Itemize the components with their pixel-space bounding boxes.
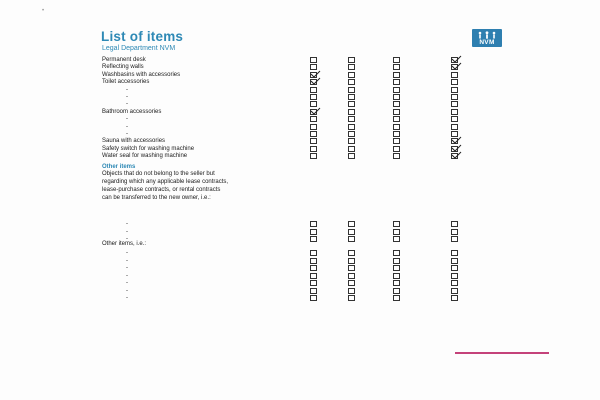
checkbox[interactable] [348,265,355,271]
checklist-row [0,295,600,303]
checkbox[interactable] [451,280,458,286]
checkbox[interactable] [310,236,317,242]
checklist-row [0,273,600,281]
row-label: Permanent desk [102,57,146,63]
row-label: - [126,280,128,286]
checkbox[interactable] [348,280,355,286]
checkbox[interactable] [451,94,458,100]
checkbox[interactable] [348,109,355,115]
checkbox[interactable] [310,87,317,93]
row-label: - [126,295,128,301]
checklist-row [0,87,600,95]
checklist-row [0,116,600,124]
scan-mark: • [42,8,45,14]
checklist-row [0,109,600,117]
checkbox[interactable] [348,57,355,63]
checkbox[interactable] [348,273,355,279]
row-label: - [126,228,128,235]
row-label: - [126,221,128,227]
checklist-row [0,236,600,244]
checklist-row [0,124,600,132]
checkbox[interactable] [348,229,355,235]
other-items-paragraph-line: lease-purchase contracts, or rental contracts [102,187,221,193]
checkbox[interactable] [451,265,458,271]
row-label: Safety switch for washing machine [102,145,195,152]
checkbox[interactable] [451,72,458,78]
checklist-row [0,288,600,296]
checkbox[interactable] [310,153,317,159]
checkbox[interactable] [393,101,400,107]
checkbox[interactable] [310,131,317,137]
checklist-row [0,229,600,237]
other-items-heading: Other items [102,164,136,170]
checkbox[interactable] [451,101,458,107]
other-items-paragraph-line: can be transferred to the new owner, i.e.: [102,195,211,201]
document-subtitle: Legal Department NVM [102,45,176,52]
checkbox[interactable] [348,94,355,100]
checklist-row [0,250,600,258]
checkbox[interactable] [393,138,400,144]
checklist-row [0,146,600,154]
checkbox[interactable] [348,79,355,85]
pink-marker-line [455,352,549,354]
checkbox[interactable] [451,79,458,85]
checkbox[interactable] [310,288,317,294]
checkbox[interactable] [393,116,400,122]
checkbox[interactable] [310,221,317,227]
checkbox[interactable] [393,94,400,100]
checkbox[interactable] [348,221,355,227]
checkbox[interactable] [310,273,317,279]
checkbox[interactable] [348,131,355,137]
checkbox[interactable] [310,229,317,235]
checkbox[interactable] [393,288,400,294]
people-icon [476,31,498,39]
row-label: - [126,123,128,130]
checkbox[interactable] [348,101,355,107]
checkbox[interactable] [393,87,400,93]
check-mark-icon [451,62,462,70]
checkbox[interactable] [451,273,458,279]
checkbox[interactable] [451,116,458,122]
checklist-row [0,221,600,229]
logo-text: NVM [479,39,495,46]
checkbox[interactable] [310,138,317,144]
checkbox[interactable] [393,265,400,271]
row-label: - [126,265,128,271]
checkbox[interactable] [310,295,317,301]
checklist-row [0,280,600,288]
checkbox[interactable] [348,295,355,301]
check-mark-icon [451,151,462,159]
row-label: - [126,131,128,137]
checkbox[interactable] [348,288,355,294]
checkbox[interactable] [393,250,400,256]
checkbox[interactable] [393,153,400,159]
check-mark-icon [310,107,321,115]
checkbox[interactable] [393,236,400,242]
checkbox[interactable] [393,280,400,286]
checkbox[interactable] [348,236,355,242]
row-label: Sauna with accessories [102,138,166,145]
checkbox[interactable] [348,153,355,159]
row-label: Water seal for washing machine [102,153,188,160]
checkbox-checked[interactable] [310,79,317,85]
other-items-paragraph-line: regarding which any applicable lease contracts, [102,179,229,185]
checklist-row [0,79,600,87]
row-label: - [126,101,128,108]
checkbox[interactable] [393,79,400,85]
row-label: Reflecting walls [102,64,144,71]
checkbox[interactable] [393,146,400,152]
checkbox[interactable] [348,64,355,70]
checkbox[interactable] [348,258,355,264]
checkbox[interactable] [393,273,400,279]
document-title: List of items [101,29,184,44]
checklist-row [0,258,600,266]
check-mark-icon [310,77,321,85]
checkbox[interactable] [348,146,355,152]
nvm-logo [472,29,502,47]
checkbox[interactable] [451,109,458,115]
checkbox[interactable] [451,288,458,294]
row-label: Bathroom accessories [102,108,162,115]
row-label: - [126,272,128,279]
checkbox[interactable] [393,229,400,235]
checkbox[interactable] [310,250,317,256]
checkbox[interactable] [451,295,458,301]
checklist-row [0,138,600,146]
checkbox[interactable] [310,57,317,63]
checkbox[interactable] [348,124,355,130]
checkbox[interactable] [310,94,317,100]
checkbox[interactable] [310,280,317,286]
checkbox[interactable] [310,124,317,130]
row-label: - [126,250,128,256]
checkbox[interactable] [310,258,317,264]
checkbox[interactable] [393,124,400,130]
checklist-row [0,153,600,161]
checkbox[interactable] [348,72,355,78]
checkbox-checked[interactable] [451,153,458,159]
row-label: - [126,236,128,242]
checkbox-checked[interactable] [451,64,458,70]
checkbox-checked[interactable] [310,109,317,115]
checklist-row [0,265,600,273]
checkbox[interactable] [451,229,458,235]
checkbox[interactable] [310,146,317,152]
checkbox[interactable] [451,87,458,93]
checkbox[interactable] [451,124,458,130]
checkbox[interactable] [393,131,400,137]
row-label: - [126,257,128,264]
checkbox[interactable] [348,138,355,144]
row-label: Washbasins with accessories [102,71,181,78]
checklist-row [0,72,600,80]
checkbox[interactable] [451,258,458,264]
checklist-row [0,101,600,109]
checklist-row [0,131,600,139]
checkbox[interactable] [393,258,400,264]
checklist-row [0,64,600,72]
checkbox[interactable] [393,221,400,227]
checkbox[interactable] [393,64,400,70]
row-label: Toilet accessories [102,79,150,86]
checkbox[interactable] [393,57,400,63]
checkbox[interactable] [310,116,317,122]
row-label: - [126,86,128,93]
checkbox[interactable] [393,109,400,115]
row-label: - [126,94,128,100]
checkbox[interactable] [451,221,458,227]
other-items-label: Other items, i.e.: [102,241,147,247]
checkbox[interactable] [348,116,355,122]
row-label: - [126,116,128,123]
checklist-row [0,57,600,65]
checklist-row [0,94,600,102]
checkbox[interactable] [393,72,400,78]
checkbox[interactable] [451,250,458,256]
checkbox[interactable] [393,295,400,301]
checkbox[interactable] [348,250,355,256]
checkbox[interactable] [348,87,355,93]
checkbox[interactable] [451,236,458,242]
checkbox[interactable] [310,265,317,271]
other-items-paragraph-line: Objects that do not belong to the seller but [102,171,215,177]
row-label: - [126,287,128,294]
